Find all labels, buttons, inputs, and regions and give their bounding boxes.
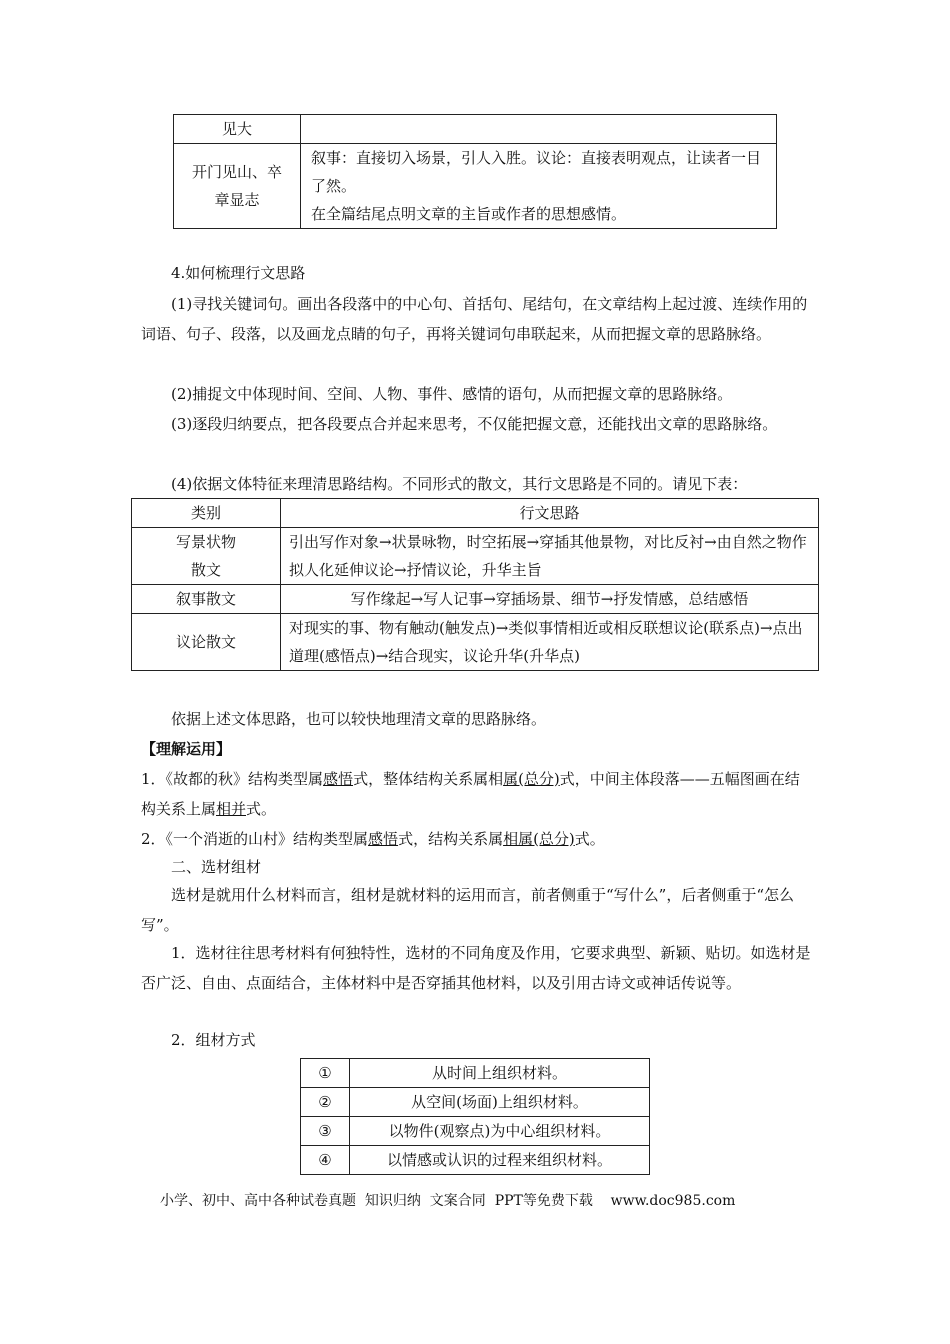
text: 式，中间主体段落——五幅图画在结构关系上属 [141, 770, 800, 818]
table-top [173, 114, 777, 229]
answer: 感悟 [368, 830, 399, 848]
cell: 叙事散文 [132, 585, 281, 614]
table-row [174, 115, 777, 144]
table-row [174, 144, 777, 229]
answer: 感悟 [323, 770, 354, 788]
footer: 小学、初中、高中各种试卷真题 知识归纳 文案合同 PPT等免费下载 www.doc985.com [160, 1193, 736, 1209]
text: 式，结构关系属 [398, 830, 504, 848]
cell-line: 在全篇结尾点明文章的主旨或作者的思想感情。 [311, 205, 627, 223]
cell: 以物件(观察点)为中心组织材料。 [350, 1117, 650, 1146]
cell: ① [301, 1059, 350, 1088]
cell: 引出写作对象→状景咏物，时空拓展→穿插其他景物，对比反衬→由自然之物作拟人化延伸议论→抒情议论，升华主旨 [281, 528, 819, 585]
text: 2．《一个消逝的山村》结构类型属 [141, 830, 369, 848]
cell: 见大 [174, 115, 301, 144]
paragraph: 依据上述文体思路，也可以较快地理清文章的思路脉络。 [171, 710, 547, 728]
question-2 [141, 824, 813, 854]
paragraph: (3)逐段归纳要点，把各段要点合并起来思考，不仅能把握文意，还能找出文章的思路脉络。 [171, 415, 778, 433]
cell [301, 115, 777, 144]
paragraph: 2．组材方式 [171, 1031, 256, 1049]
section-title: 4.如何梳理行文思路 [171, 264, 306, 282]
cell: 以情感或认识的过程来组织材料。 [350, 1146, 650, 1175]
table-bottom [300, 1058, 650, 1175]
table-row [132, 528, 819, 585]
table-row [301, 1088, 650, 1117]
paragraph: 选材是就用什么材料而言，组材是就材料的运用而言，前者侧重于“写什么”，后者侧重于“怎么写”。 [141, 886, 795, 934]
table-mid [131, 498, 819, 671]
answer: 相属(总分) [503, 830, 575, 848]
paragraph: (1)寻找关键词句。画出各段落中的中心句、首括句、尾结句，在文章结构上起过渡、连续作用的词语、句子、段落，以及画龙点睛的句子，再将关键词句串联起来，从而把握文章的思路脉络。 [141, 295, 808, 343]
cell: 开门见山、卒章显志 [174, 144, 301, 229]
cell: 写作缘起→写人记事→穿插场景、细节→抒发情感，总结感悟 [281, 585, 819, 614]
paragraph: 1．选材往往思考材料有何独特性，选材的不同角度及作用，它要求典型、新颖、贴切。如选材是否广泛、自由、点面结合，主体材料中是否穿插其他材料，以及引用古诗文或神话传说等。 [141, 944, 811, 992]
paragraph: (2)捕捉文中体现时间、空间、人物、事件、感情的语句，从而把握文章的思路脉络。 [171, 385, 733, 403]
table-row [132, 614, 819, 671]
cell: ③ [301, 1117, 350, 1146]
question-1 [141, 764, 813, 824]
header-cell: 行文思路 [281, 499, 819, 528]
text: 式，整体结构关系属相 [353, 770, 504, 788]
text: 1．《故都的秋》结构类型属 [141, 770, 324, 788]
table-row [301, 1117, 650, 1146]
paragraph: (4)依据文体特征来理清思路结构。不同形式的散文，其行文思路是不同的。请见下表： [171, 475, 748, 493]
cell: 对现实的事、物有触动(触发点)→类似事情相近或相反联想议论(联系点)→点出道理(感悟点)→结合现实，议论升华(升华点) [281, 614, 819, 671]
cell: 写景状物散文 [132, 528, 281, 585]
text: 式。 [574, 830, 605, 848]
section-title: 二、选材组材 [171, 858, 262, 876]
cell: 议论散文 [132, 614, 281, 671]
cell: ② [301, 1088, 350, 1117]
cell: 从空间(场面)上组织材料。 [350, 1088, 650, 1117]
cell [301, 144, 777, 229]
cell-line: 叙事：直接切入场景，引人入胜。议论：直接表明观点，让读者一目了然。 [311, 149, 762, 195]
cell: 从时间上组织材料。 [350, 1059, 650, 1088]
text: 式。 [246, 800, 277, 818]
section-heading: 【理解运用】 [141, 740, 232, 758]
table-row [132, 585, 819, 614]
answer: 相并 [216, 800, 247, 818]
table-row [301, 1059, 650, 1088]
answer: 属(总分) [503, 770, 560, 788]
cell: ④ [301, 1146, 350, 1175]
table-row [301, 1146, 650, 1175]
table-header-row [132, 499, 819, 528]
header-cell: 类别 [132, 499, 281, 528]
